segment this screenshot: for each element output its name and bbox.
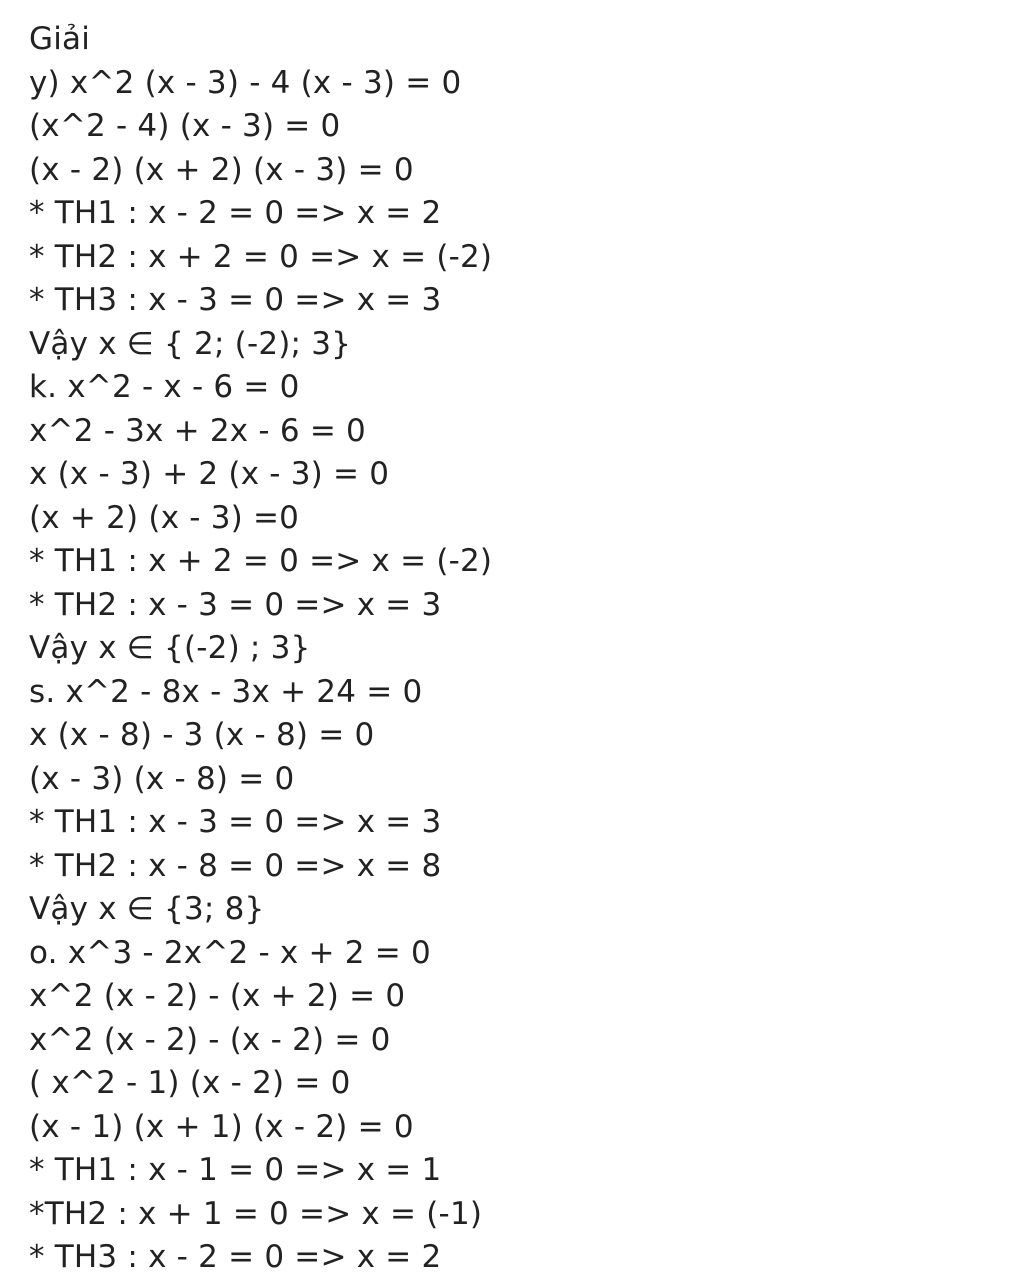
solution-lines [29,18,492,1280]
heading-giai: Giải [29,21,91,57]
problem-o-step: x^2 (x - 2) - (x - 2) = 0 [29,1021,391,1058]
problem-o-case: * TH3 : x - 2 = 0 => x = 2 [29,1239,442,1275]
problem-k-step: x^2 - 3x + 2x - 6 = 0 [29,412,366,449]
problem-s-case: * TH1 : x - 3 = 0 => x = 3 [29,804,442,840]
problem-o-step: ( x^2 - 1) (x - 2) = 0 [29,1065,351,1101]
problem-s-step: x (x - 8) - 3 (x - 8) = 0 [29,717,375,753]
problem-k-case: * TH2 : x - 3 = 0 => x = 3 [29,586,442,623]
problem-y-step: (x^2 - 4) (x - 3) = 0 [29,108,341,144]
problem-y-step: (x - 2) (x + 2) (x - 3) = 0 [29,151,414,188]
problem-k-step: x (x - 3) + 2 (x - 3) = 0 [29,456,390,492]
problem-o-step: x^2 (x - 2) - (x + 2) = 0 [29,978,406,1014]
problem-y-case: * TH2 : x + 2 = 0 => x = (-2) [29,238,493,275]
problem-s-case: * TH2 : x - 8 = 0 => x = 8 [29,847,442,884]
problem-y-case: * TH3 : x - 3 = 0 => x = 3 [29,282,442,318]
problem-o-statement: o. x^3 - 2x^2 - x + 2 = 0 [29,934,431,971]
problem-k-conclusion: Vậy x ∈ {(-2) ; 3} [29,630,311,666]
problem-k-case: * TH1 : x + 2 = 0 => x = (-2) [29,543,493,579]
problem-o-case: * TH1 : x - 1 = 0 => x = 1 [29,1152,442,1188]
problem-k-step: (x + 2) (x - 3) =0 [29,499,300,536]
problem-o-case: *TH2 : x + 1 = 0 => x = (-1) [29,1195,483,1232]
problem-y-conclusion: Vậy x ∈ { 2; (-2); 3} [29,325,352,362]
problem-y-statement: y) x^2 (x - 3) - 4 (x - 3) = 0 [29,64,462,101]
problem-s-step: (x - 3) (x - 8) = 0 [29,760,295,797]
problem-y-case: * TH1 : x - 2 = 0 => x = 2 [29,195,442,231]
problem-o-step: (x - 1) (x + 1) (x - 2) = 0 [29,1108,414,1145]
problem-s-statement: s. x^2 - 8x - 3x + 24 = 0 [29,673,423,710]
problem-k-statement: k. x^2 - x - 6 = 0 [29,369,300,405]
problem-s-conclusion: Vậy x ∈ {3; 8} [29,891,265,927]
